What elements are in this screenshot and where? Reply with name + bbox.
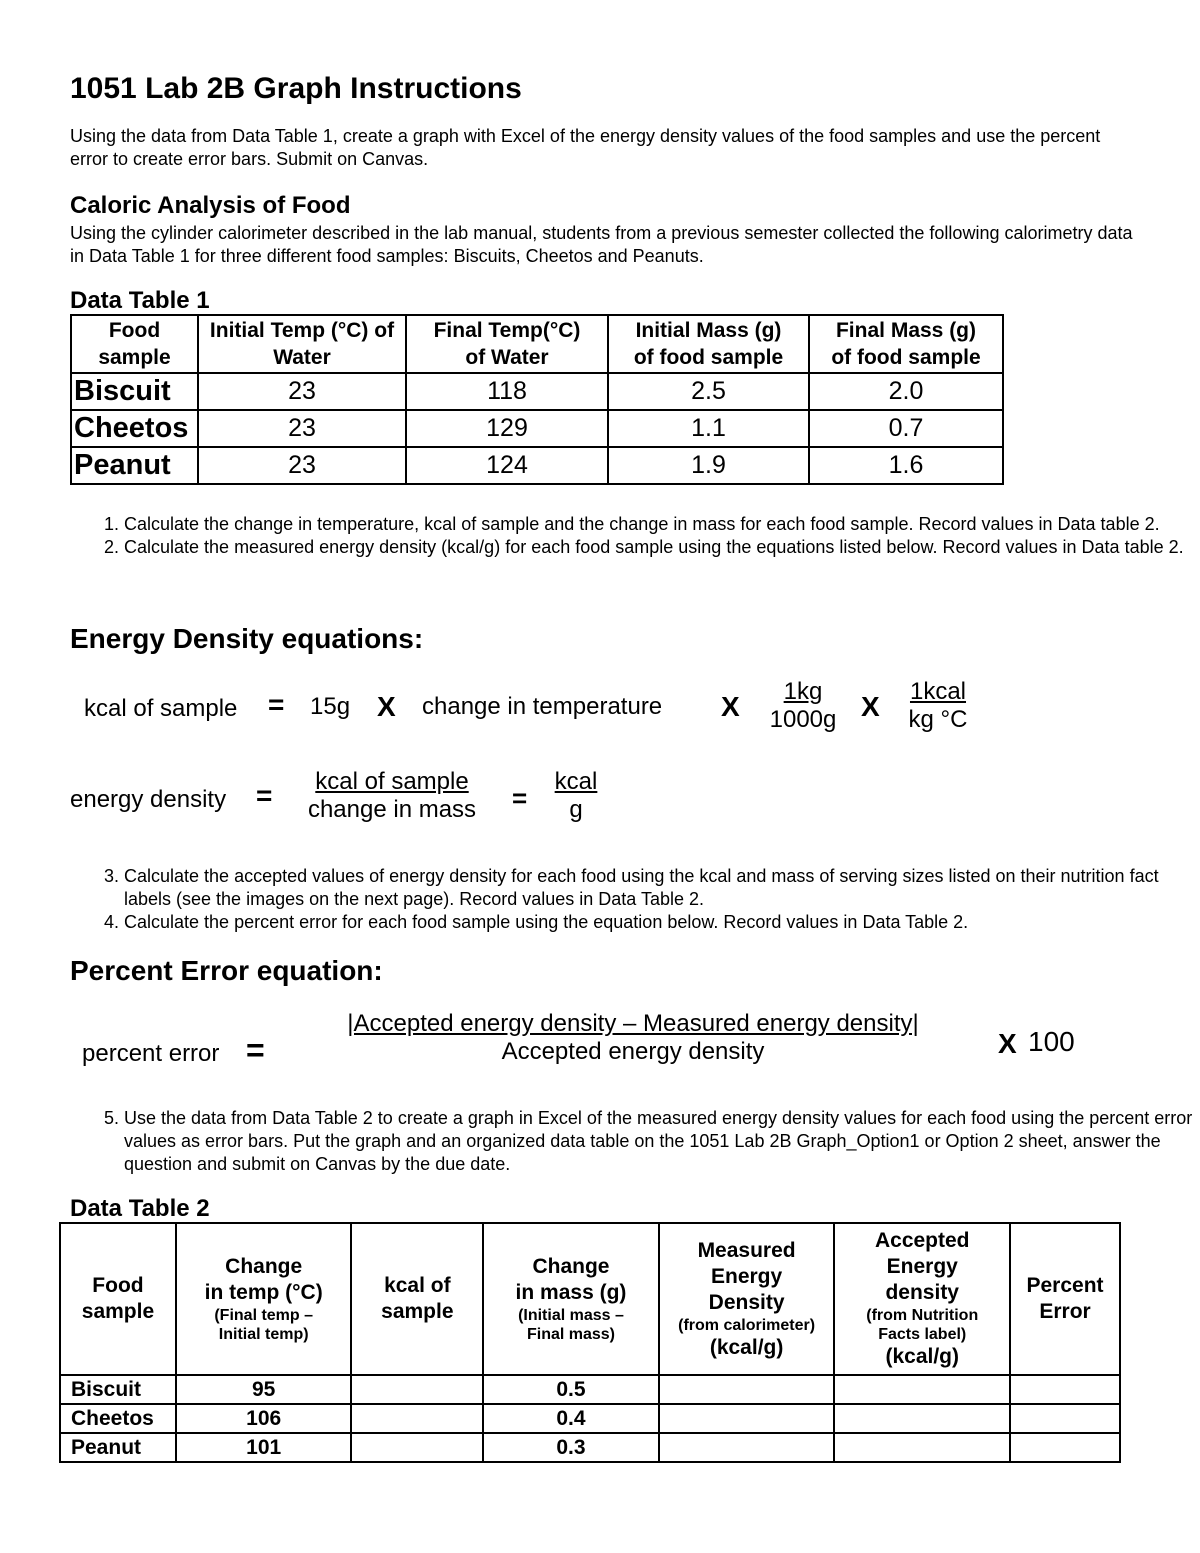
table-cell: 1.1 — [608, 410, 809, 447]
table2-header — [1010, 1223, 1120, 1375]
table-cell — [351, 1375, 483, 1404]
energy-heading: Energy Density equations: — [70, 623, 424, 654]
table-cell — [834, 1375, 1010, 1404]
header-line: of food sample — [633, 346, 784, 369]
table-row — [71, 373, 1003, 410]
table-cell: 2.0 — [809, 373, 1003, 410]
list-item: 3. Calculate the accepted values of energy density for each food using the kcal and mass of serving sizes listed on their nutrition fact labels (see the images on the next page). Record values in Data Table 2. — [124, 865, 1194, 911]
fraction-denominator: g — [569, 796, 583, 823]
table1-header — [809, 315, 1003, 373]
header-line: density — [885, 1281, 959, 1304]
density-label: energy density — [70, 786, 227, 813]
table2-header — [60, 1223, 176, 1375]
table-cell: 23 — [198, 410, 406, 447]
fraction-numerator: kcal of sample — [315, 768, 469, 795]
table1-header — [608, 315, 809, 373]
header-line: of food sample — [831, 346, 981, 369]
table-cell: 0.4 — [483, 1404, 659, 1433]
table2-header — [351, 1223, 483, 1375]
multiply-sign: X — [721, 691, 740, 722]
table-row — [60, 1433, 1120, 1462]
table-cell: 0.7 — [809, 410, 1003, 447]
multiply-sign: X — [998, 1028, 1017, 1059]
header-note: Final mass) — [526, 1326, 615, 1343]
header-note: Facts label) — [878, 1326, 967, 1343]
list-item: 5. Use the data from Data Table 2 to create a graph in Excel of the measured energy density values for each food using the percent error values as error bars. Put the graph and an organized data table on the 1051 Lab 2B Graph_Option1 or Option 2 sheet, answer the question and submit on Canvas by the due date. — [124, 1107, 1194, 1176]
table-cell — [834, 1433, 1010, 1462]
table-cell — [1010, 1375, 1120, 1404]
header-line: Density — [708, 1290, 785, 1314]
header-line: Accepted — [874, 1229, 970, 1252]
header-note: (Initial mass – — [518, 1307, 624, 1324]
table2-caption: Data Table 2 — [70, 1195, 210, 1222]
header-line: Measured — [697, 1238, 796, 1262]
steps-list-b — [70, 865, 1194, 934]
table-cell — [1010, 1433, 1120, 1462]
table2-header — [176, 1223, 352, 1375]
fraction-denominator: change in mass — [307, 796, 477, 823]
fraction-denominator: 1000g — [769, 706, 837, 733]
table-cell: Peanut — [60, 1433, 176, 1462]
table-cell: 23 — [198, 373, 406, 410]
table-cell — [1010, 1404, 1120, 1433]
table-cell: 118 — [406, 373, 608, 410]
table1-header — [406, 315, 608, 373]
header-note: (from Nutrition — [866, 1307, 979, 1324]
fraction-kg — [760, 678, 846, 734]
list-item: 2. Calculate the measured energy density (kcal/g) for each food sample using the equations listed below. Record values in Data table 2. — [124, 536, 1194, 559]
header-line: (kcal/g) — [885, 1345, 959, 1368]
steps-list-c — [70, 1107, 1194, 1176]
fraction-numerator: kcal — [554, 768, 598, 795]
table-cell: 129 — [406, 410, 608, 447]
data-table-2 — [59, 1222, 1121, 1463]
table-row — [60, 1375, 1120, 1404]
table-cell — [834, 1404, 1010, 1433]
fraction-density — [296, 768, 488, 824]
table1-header — [71, 315, 198, 373]
fraction-numerator: 1kcal — [909, 678, 967, 705]
temp-change-label: change in temperature — [422, 693, 663, 720]
table-cell: 124 — [406, 447, 608, 484]
header-line: in mass (g) — [515, 1281, 627, 1304]
table2-header — [659, 1223, 835, 1375]
header-line: kcal of — [384, 1274, 451, 1297]
header-line: Percent — [1026, 1274, 1104, 1297]
header-line: Final Temp(°C) — [433, 319, 581, 342]
equals-sign: = — [512, 783, 528, 813]
steps-list-a — [70, 513, 1194, 559]
header-line: Energy — [886, 1255, 958, 1278]
mass-15g: 15g — [310, 693, 351, 720]
table-cell: 1.6 — [809, 447, 1003, 484]
data-table-1 — [70, 314, 1004, 485]
header-line: Change — [532, 1255, 610, 1278]
table-cell — [351, 1433, 483, 1462]
header-line: Water — [273, 346, 331, 369]
fraction-percent-error — [300, 1010, 966, 1066]
table1-caption: Data Table 1 — [70, 287, 210, 314]
header-line: Food — [108, 319, 161, 342]
table-cell: Biscuit — [71, 373, 198, 410]
caloric-paragraph: Using the cylinder calorimeter described in the lab manual, students from a previous semester collected the following calorimetry data in Data Table 1 for three different food samples: Biscuits, Cheetos and Peanuts. — [70, 223, 1133, 266]
fraction-numerator: 1kg — [783, 678, 823, 705]
hundred: 100 — [1028, 1026, 1075, 1057]
table-cell: 1.9 — [608, 447, 809, 484]
table-cell: 23 — [198, 447, 406, 484]
fraction-denominator: kg °C — [908, 706, 968, 733]
table-cell: 106 — [176, 1404, 352, 1433]
table-cell: 0.3 — [483, 1433, 659, 1462]
table-cell: 95 — [176, 1375, 352, 1404]
header-line: in temp (°C) — [204, 1281, 323, 1304]
table-row — [71, 447, 1003, 484]
table-cell — [659, 1404, 835, 1433]
list-item: 1. Calculate the change in temperature, kcal of sample and the change in mass for each food sample. Record values in Data table 2. — [124, 513, 1194, 536]
table-cell — [659, 1375, 835, 1404]
table2-header-row — [60, 1223, 1120, 1375]
equals-sign: = — [256, 780, 273, 811]
equals-sign: = — [246, 1032, 265, 1068]
list-item: 4. Calculate the percent error for each food sample using the equation below. Record values in Data Table 2. — [124, 911, 1194, 934]
header-note: Initial temp) — [218, 1326, 309, 1343]
page-title: 1051 Lab 2B Graph Instructions — [70, 72, 522, 105]
header-line: sample — [381, 1300, 454, 1323]
table-cell: Cheetos — [71, 410, 198, 447]
header-note: (from calorimeter) — [678, 1316, 816, 1334]
table-cell — [351, 1404, 483, 1433]
table1-header-row — [71, 315, 1003, 373]
table-cell: 101 — [176, 1433, 352, 1462]
table-cell — [659, 1433, 835, 1462]
table-cell: Biscuit — [60, 1375, 176, 1404]
table-cell: Cheetos — [60, 1404, 176, 1433]
header-line: Error — [1039, 1300, 1091, 1323]
header-line: sample — [98, 346, 171, 369]
header-line: Change — [225, 1255, 303, 1278]
header-line: sample — [81, 1300, 155, 1323]
table1-header — [198, 315, 406, 373]
header-line: Initial Temp (°C) of — [209, 319, 395, 342]
header-line: of Water — [465, 346, 549, 369]
fraction-numerator: |Accepted energy density – Measured energy density| — [347, 1010, 919, 1037]
table2-header — [834, 1223, 1010, 1375]
percent-error-label: percent error — [82, 1040, 220, 1067]
multiply-sign: X — [377, 691, 396, 722]
fraction-kcal-per-g — [548, 768, 604, 824]
fraction-denominator: Accepted energy density — [501, 1038, 765, 1065]
kcal-label: kcal of sample — [84, 695, 238, 722]
header-line: Energy — [710, 1264, 783, 1288]
table-row — [60, 1404, 1120, 1433]
equals-sign: = — [268, 689, 285, 720]
header-line: (kcal/g) — [709, 1335, 784, 1359]
table-row — [71, 410, 1003, 447]
header-line: Food — [92, 1274, 144, 1297]
header-note: (Final temp – — [214, 1307, 314, 1324]
intro-paragraph: Using the data from Data Table 1, create a graph with Excel of the energy density values of the food samples and use the percent error to create error bars. Submit on Canvas. — [70, 126, 1101, 169]
fraction-kcal — [898, 678, 978, 734]
multiply-sign: X — [861, 691, 880, 722]
header-line: Initial Mass (g) — [635, 319, 782, 342]
caloric-heading: Caloric Analysis of Food — [70, 192, 351, 219]
table-cell: 0.5 — [483, 1375, 659, 1404]
percent-heading: Percent Error equation: — [70, 955, 383, 986]
table2-header — [483, 1223, 659, 1375]
table-cell: 2.5 — [608, 373, 809, 410]
header-line: Final Mass (g) — [835, 319, 977, 342]
table-cell: Peanut — [71, 447, 198, 484]
